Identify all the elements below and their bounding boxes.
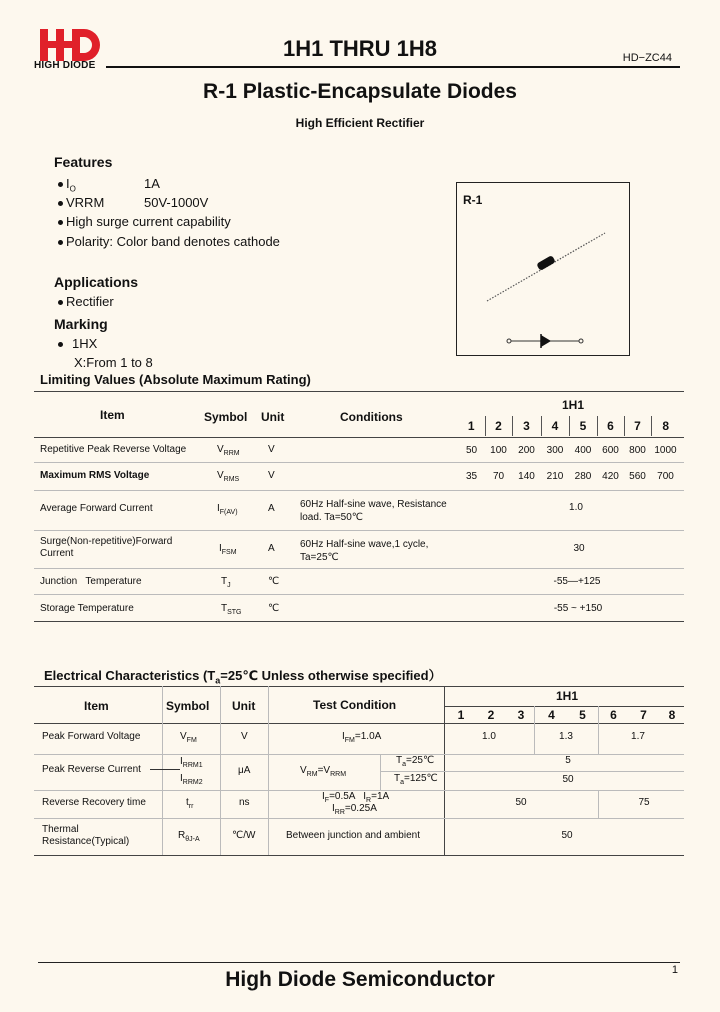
part-6: 6 [597,416,624,436]
footer-rule [38,962,680,963]
part-5: 5 [569,416,597,436]
table-rule [34,723,684,724]
feature-io: $I_O$ 1A [58,176,76,194]
diode-body [536,255,556,271]
el-col-unit: Unit [232,699,256,713]
diode-triangle-icon [541,335,551,347]
diode-drawing [457,183,631,357]
main-title: R-1 Plastic-Encapsulate Diodes [203,80,517,103]
doc-code: HD−ZC44 [622,52,672,64]
part-7: 7 [624,416,651,436]
marking-code: 1HX [58,336,97,351]
bullet-icon [58,220,63,225]
application-rectifier: Rectifier [58,294,114,309]
el-part-group: 1H1 [556,689,579,703]
marking-heading: Marking [54,316,108,332]
footer-company: High Diode Semiconductor [225,968,495,991]
part-5: 5 [579,707,586,722]
lim-part-group: 1H1 [562,398,585,412]
el-col-symbol: Symbol [166,699,210,713]
terminal-anode-icon [507,339,511,343]
part-2: 2 [485,416,512,436]
lim-col-unit: Unit [261,410,285,424]
bullet-icon [58,182,63,187]
table-rule [34,621,684,622]
el-col-item: Item [84,699,109,713]
part-3: 3 [517,707,525,722]
page-number: 1 [671,964,678,976]
part-4: 4 [548,707,555,722]
feature-vrrm: VRRM 50V-1000V [58,195,104,210]
features-heading: Features [54,154,113,170]
part-6: 6 [610,707,617,722]
limiting-heading: Limiting Values (Absolute Maximum Rating) [40,372,311,387]
part-8: 8 [662,419,670,433]
electrical-heading: Electrical Characteristics ($T_a=25℃$ Unless otherwise specified） [44,668,442,686]
bullet-icon [58,342,63,347]
part-2: 2 [487,707,495,722]
lim-col-item: Item [100,408,125,422]
package-label: R-1 [463,193,483,207]
datasheet-title: 1H1 THRU 1H8 [282,36,438,61]
terminal-cathode-icon [579,339,583,343]
table-rule [34,391,684,392]
lim-col-conditions: Conditions [340,410,403,424]
part-4: 4 [541,416,569,436]
bullet-icon [58,240,63,245]
package-box [456,182,630,356]
marking-note: X:From 1 to 8 [74,355,153,370]
feature-surge: High surge current capability [58,214,231,229]
feature-polarity: Polarity: Color band denotes cathode [58,234,280,249]
applications-heading: Applications [54,274,139,290]
part-8: 8 [668,707,676,722]
lim-col-symbol: Symbol [204,410,248,424]
part-1: 1 [458,416,485,436]
lim-part-numbers [458,416,680,436]
logo-text: HIGH DIODE [34,60,96,71]
header-rule [106,66,680,68]
part-1: 1 [457,707,465,722]
el-col-test: Test Condition [313,698,397,712]
part-3: 3 [512,416,541,436]
sub-title: High Efficient Rectifier [295,116,425,130]
part-7: 7 [640,707,647,722]
table-rule [34,686,684,687]
table-rule [34,855,684,856]
bullet-icon [58,300,63,305]
bullet-icon [58,201,63,206]
el-part-numbers [446,706,686,723]
